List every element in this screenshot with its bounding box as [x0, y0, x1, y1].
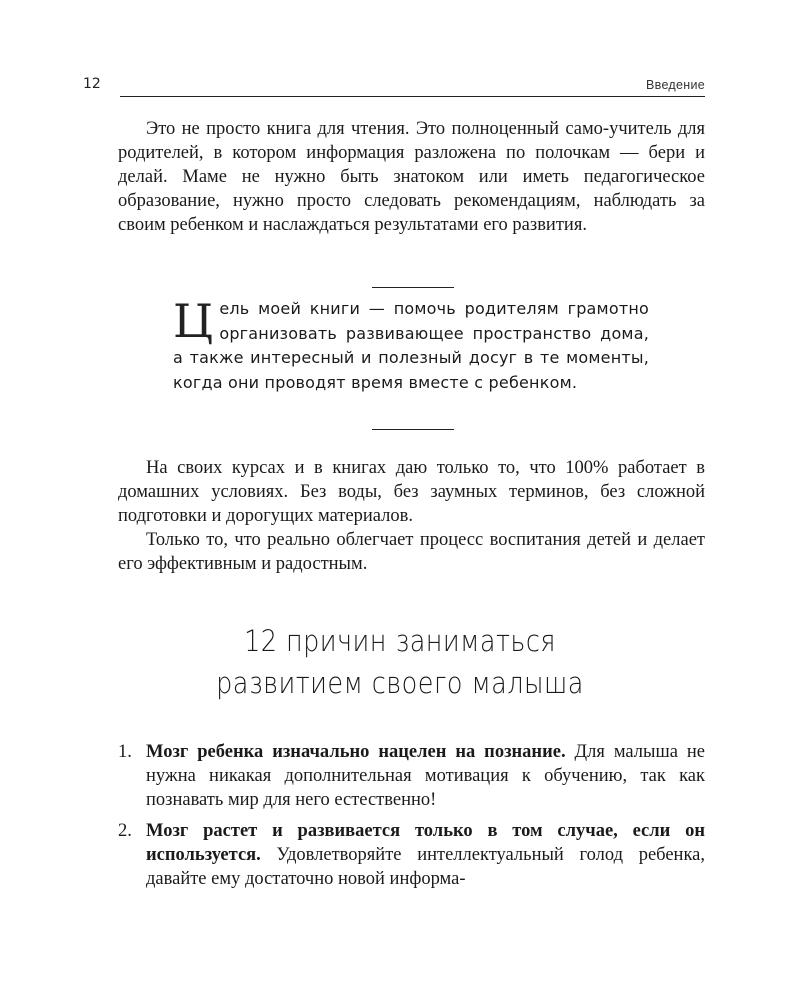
section-title: Введение: [646, 78, 705, 92]
list-item: [118, 740, 705, 812]
heading-line: 12 причин заниматься: [244, 624, 556, 658]
list-item: [118, 819, 705, 891]
list-item-text: Для малыша не нужна никакая дополнительная мотивация к обучению, так как познавать мир для него естественно!: [146, 742, 705, 810]
list-item-bold: Мозг растет и развивается только в том случае, если он используется.: [146, 821, 705, 865]
quote-top-rule: [372, 287, 454, 288]
paragraph: Это не просто книга для чтения. Это полноценный само-учитель для родителей, в котором информация разложена по полочкам — бери и делай. Маме не нужно быть знатоком или иметь педагогическое образование, нужно просто следовать рекомендациям, наблюдать за своим ребенком и наслаждаться результатами его развития.: [118, 119, 705, 235]
intro-paragraph: [118, 117, 705, 237]
quote-bottom-rule: [372, 429, 454, 430]
list-item-bold: Мозг ребенка изначально нацелен на познание.: [146, 742, 566, 762]
page-number: 12: [83, 76, 101, 92]
body-paragraphs: [118, 456, 705, 576]
quote-text: ель моей книги — помочь родителям грамотно организовать развивающее пространство дома, а также интересный и полезный досуг в те моменты, когда они проводят время вместе с ребенком.: [173, 299, 649, 392]
list-number: 2.: [118, 821, 132, 841]
reasons-list: [118, 740, 705, 898]
paragraph: Только то, что реально облегчает процесс воспитания детей и делает его эффективным и радостным.: [118, 530, 705, 574]
heading-line: развитием своего малыша: [216, 666, 584, 700]
pull-quote: [173, 294, 649, 395]
drop-cap: Ц: [173, 294, 214, 348]
chapter-heading: [100, 620, 700, 704]
list-item-text: Удовлетворяйте интеллектуальный голод ребенка, давайте ему достаточно новой информа-: [146, 845, 705, 889]
header-rule: [120, 96, 705, 97]
paragraph: На своих курсах и в книгах даю только то, что 100% работает в домашних условиях. Без воды, без заумных терминов, без сложной подготовки и дорогущих материалов.: [118, 458, 705, 526]
list-number: 1.: [118, 742, 132, 762]
page-header: [83, 76, 705, 98]
